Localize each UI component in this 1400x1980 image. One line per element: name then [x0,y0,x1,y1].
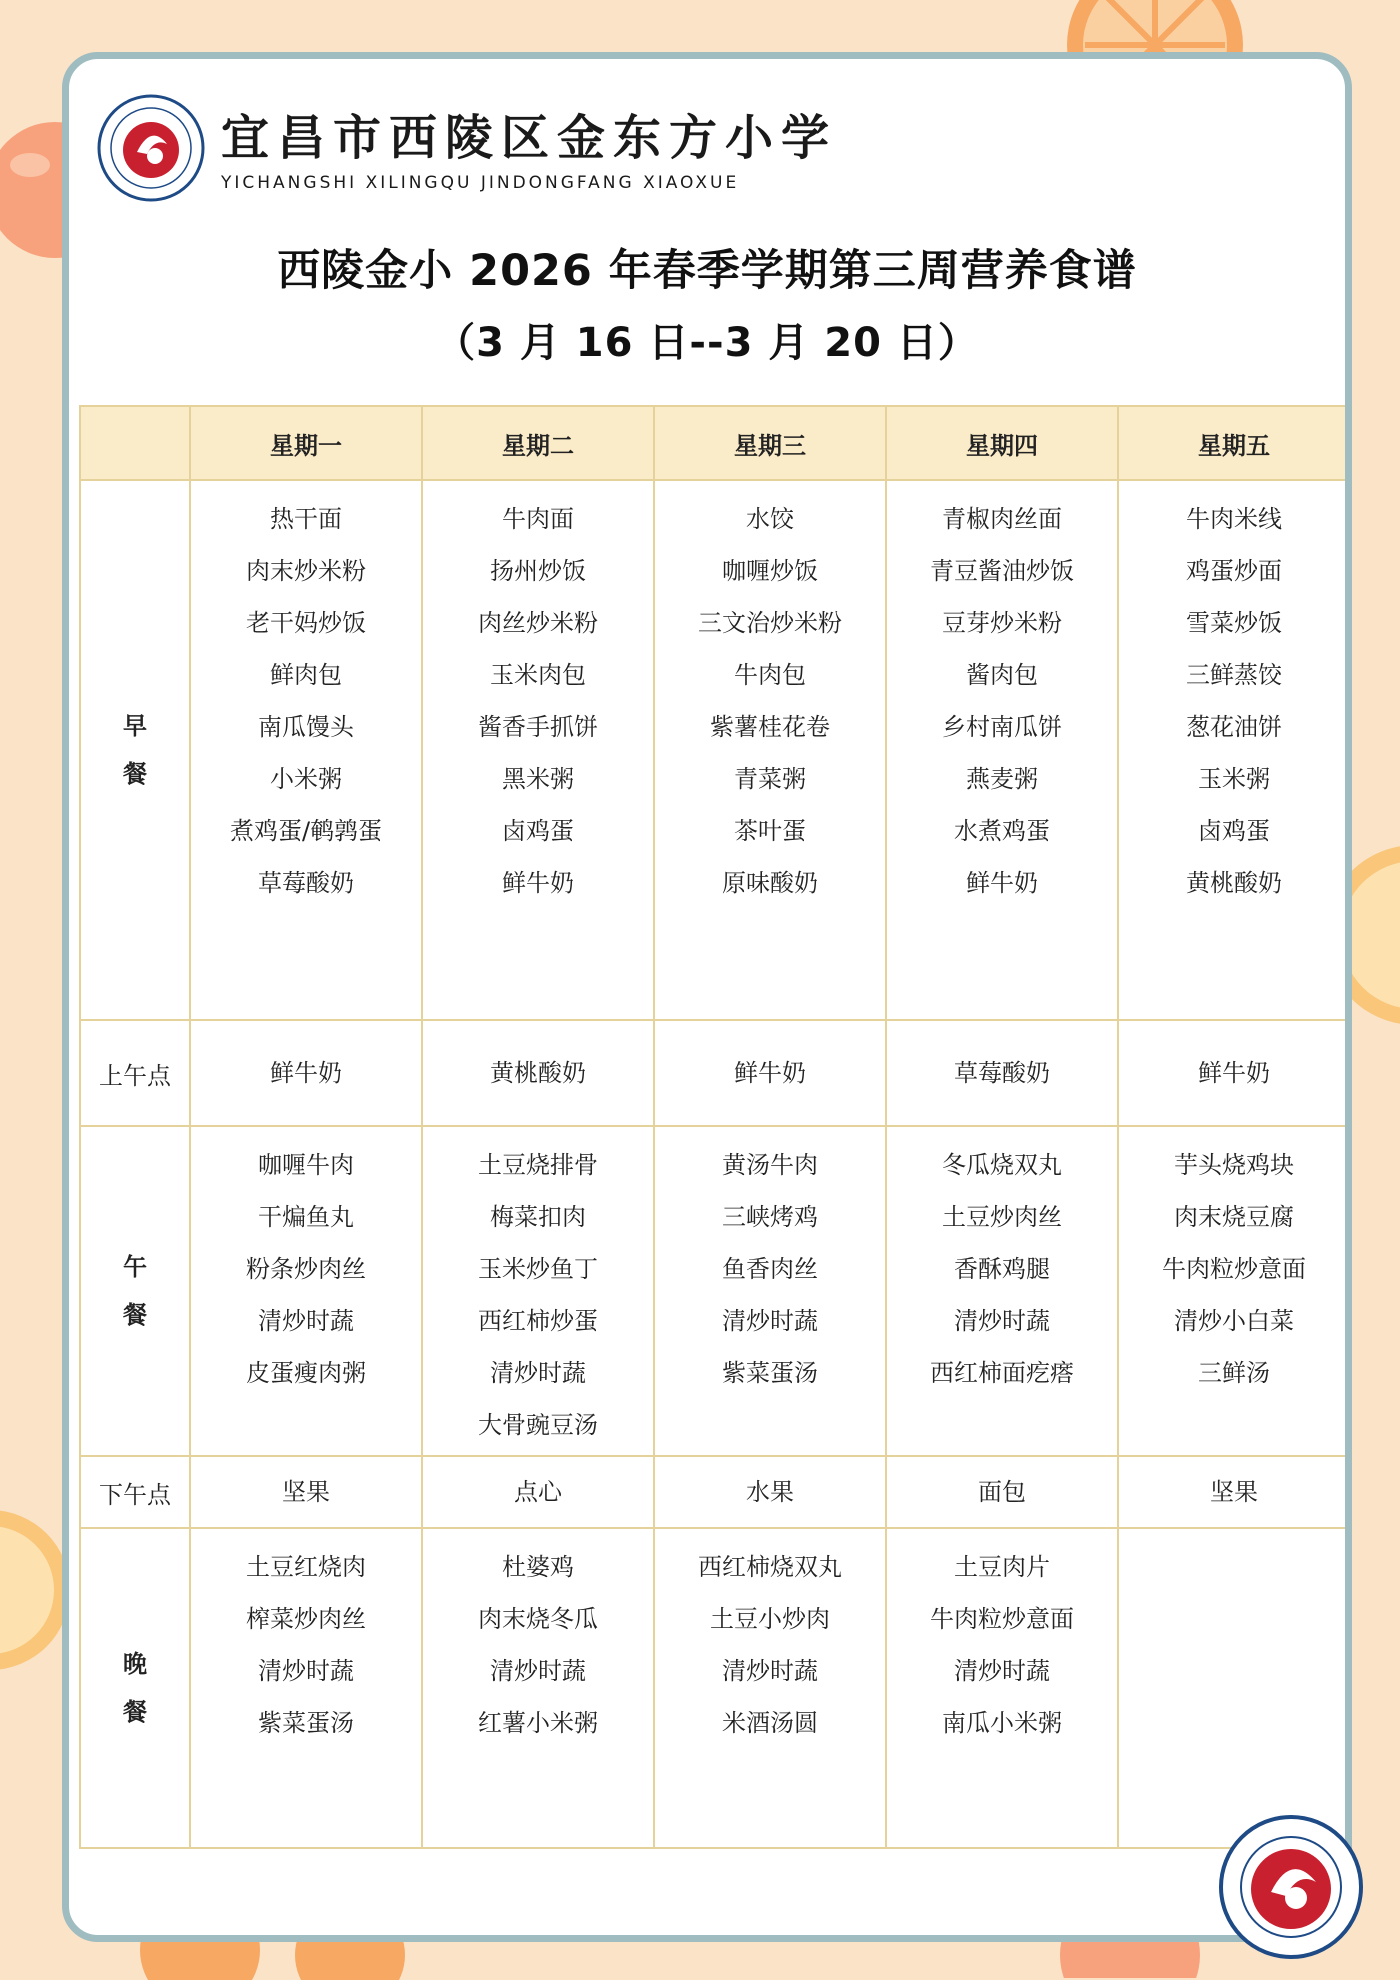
dish-item: 牛肉面 [502,505,574,533]
dish-item: 鲜牛奶 [270,1059,342,1087]
dish-item: 肉丝炒米粉 [478,609,598,637]
school-pinyin: YICHANGSHI XILINGQU JINDONGFANG XIAOXUE [221,173,740,193]
dish-item: 清炒时蔬 [954,1657,1050,1685]
dish-item: 青椒肉丝面 [942,505,1062,533]
dish-item: 黄桃酸奶 [490,1059,586,1087]
dish-item: 咖喱炒饭 [722,557,818,585]
dish-item: 草莓酸奶 [258,869,354,897]
dish-item: 冬瓜烧双丸 [942,1151,1062,1179]
meal-label-char: 餐 [123,1698,147,1726]
dish-item: 三文治炒米粉 [698,609,842,637]
school-logo [97,94,205,202]
dish-item: 茶叶蛋 [734,817,806,845]
education-group-logo [1216,1812,1366,1962]
menu-cell [1118,1126,1350,1456]
dish-item: 紫薯桂花卷 [710,713,830,741]
dish-item: 草莓酸奶 [954,1059,1050,1087]
menu-cell [422,480,654,1020]
dish-item: 葱花油饼 [1186,713,1282,741]
dish-item: 南瓜小米粥 [942,1709,1062,1737]
day-header: 星期五 [1118,406,1350,480]
menu-cell [190,1456,422,1528]
meal-label-char: 早 [123,712,147,740]
menu-cell [886,1528,1118,1848]
dish-item: 水饺 [746,505,794,533]
dish-item: 豆芽炒米粉 [942,609,1062,637]
dish-item: 土豆肉片 [954,1553,1050,1581]
dish-item: 紫菜蛋汤 [722,1359,818,1387]
dish-item: 肉末炒米粉 [246,557,366,585]
orange-slice-left [0,1490,70,1690]
dish-item: 肉末烧豆腐 [1174,1203,1294,1231]
dish-item: 黑米粥 [502,765,574,793]
day-header: 星期四 [886,406,1118,480]
dish-item: 鲜牛奶 [1198,1059,1270,1087]
dish-item: 青菜粥 [734,765,806,793]
meal-label-char: 上午点 [99,1061,171,1090]
dish-item: 卤鸡蛋 [1198,817,1270,845]
dish-item: 梅菜扣肉 [490,1203,586,1231]
dish-item: 黄桃酸奶 [1186,869,1282,897]
dish-item: 清炒时蔬 [490,1657,586,1685]
dish-item: 干煸鱼丸 [258,1203,354,1231]
dish-item: 清炒小白菜 [1174,1307,1294,1335]
menu-cell [422,1126,654,1456]
meal-row [80,1126,1350,1456]
dish-item: 西红柿炒蛋 [478,1307,598,1335]
dish-item: 榨菜炒肉丝 [246,1605,366,1633]
dish-item: 西红柿面疙瘩 [930,1359,1074,1387]
menu-cell [190,1126,422,1456]
meal-row [80,1456,1350,1528]
dish-item: 土豆红烧肉 [246,1553,366,1581]
meal-label-char: 晚 [123,1650,147,1678]
menu-cell [1118,480,1350,1020]
dish-item: 乡村南瓜饼 [942,713,1062,741]
menu-cell [190,480,422,1020]
dish-item: 芋头烧鸡块 [1174,1151,1294,1179]
dish-item: 坚果 [1210,1478,1258,1506]
dish-item: 卤鸡蛋 [502,817,574,845]
meal-label [80,1456,190,1528]
dish-item: 煮鸡蛋/鹌鹑蛋 [229,817,383,845]
meal-label [80,1528,190,1848]
dish-item: 咖喱牛肉 [258,1151,354,1179]
menu-cell [886,1020,1118,1126]
menu-cell [654,1528,886,1848]
dish-item: 大骨豌豆汤 [478,1411,598,1439]
dish-item: 南瓜馒头 [258,713,354,741]
dish-item: 鲜肉包 [270,661,342,689]
dish-item: 雪菜炒饭 [1186,609,1282,637]
day-header: 星期二 [422,406,654,480]
menu-cell [886,480,1118,1020]
menu-cell [654,1456,886,1528]
dish-item: 土豆小炒肉 [710,1605,830,1633]
dish-item: 清炒时蔬 [490,1359,586,1387]
dish-item: 香酥鸡腿 [954,1255,1050,1283]
menu-cell [422,1020,654,1126]
dish-item: 扬州炒饭 [490,557,586,585]
meal-label-char: 午 [123,1253,147,1281]
dish-item: 小米粥 [270,765,342,793]
menu-cell [422,1456,654,1528]
dish-item: 土豆烧排骨 [478,1151,598,1179]
dish-item: 紫菜蛋汤 [258,1709,354,1737]
dish-item: 三鲜蒸饺 [1186,661,1282,689]
dish-item: 皮蛋瘦肉粥 [246,1359,366,1387]
dish-item: 西红柿烧双丸 [698,1553,842,1581]
dish-item: 鸡蛋炒面 [1186,557,1282,585]
dish-item: 牛肉米线 [1186,505,1282,533]
dish-item: 黄汤牛肉 [722,1151,818,1179]
dish-item: 面包 [978,1478,1026,1506]
dish-item: 青豆酱油炒饭 [930,557,1074,585]
dish-item: 点心 [514,1478,562,1506]
dish-item: 牛肉粒炒意面 [1162,1255,1306,1283]
dish-item: 老干妈炒饭 [246,609,366,637]
meal-label [80,480,190,1020]
corner-cell [80,406,190,480]
day-header: 星期一 [190,406,422,480]
dish-item: 鲜牛奶 [502,869,574,897]
dish-item: 燕麦粥 [966,765,1038,793]
header-row [80,406,1350,480]
dish-item: 鱼香肉丝 [722,1255,818,1283]
meal-row [80,1020,1350,1126]
menu-cell [654,1126,886,1456]
meal-row [80,1528,1350,1848]
school-header [97,89,838,209]
dish-item: 土豆炒肉丝 [942,1203,1062,1231]
dish-item: 玉米粥 [1198,765,1270,793]
menu-cell [1118,1456,1350,1528]
dish-item: 三峡烤鸡 [722,1203,818,1231]
dish-item: 坚果 [282,1478,330,1506]
menu-cell [886,1126,1118,1456]
dish-item: 清炒时蔬 [722,1307,818,1335]
dish-item: 鲜牛奶 [966,869,1038,897]
dish-item: 三鲜汤 [1198,1359,1270,1387]
menu-cell [654,1020,886,1126]
dish-item: 原味酸奶 [722,869,818,897]
meal-label-char: 餐 [123,760,147,788]
menu-card [62,52,1352,1942]
meal-label [80,1126,190,1456]
dish-item: 杜婆鸡 [502,1553,574,1581]
menu-cell [886,1456,1118,1528]
menu-cell [190,1528,422,1848]
dish-item: 酱香手抓饼 [478,713,598,741]
dish-item: 清炒时蔬 [722,1657,818,1685]
dish-item: 清炒时蔬 [954,1307,1050,1335]
dish-item: 酱肉包 [966,661,1038,689]
dish-item: 牛肉包 [734,661,806,689]
menu-cell [190,1020,422,1126]
dish-item: 玉米炒鱼丁 [478,1255,598,1283]
dish-item: 水煮鸡蛋 [954,817,1050,845]
dish-item: 清炒时蔬 [258,1657,354,1685]
dish-item: 肉末烧冬瓜 [478,1605,598,1633]
menu-table [79,405,1351,1849]
dish-item: 牛肉粒炒意面 [930,1605,1074,1633]
school-name: 宜昌市西陵区金东方小学 [221,110,838,166]
date-range: （3 月 16 日--3 月 20 日） [435,320,979,366]
menu-cell [1118,1020,1350,1126]
dish-item: 清炒时蔬 [258,1307,354,1335]
dish-item: 热干面 [270,505,342,533]
meal-row [80,480,1350,1020]
menu-cell [654,480,886,1020]
menu-cell [1118,1528,1350,1848]
dish-item: 鲜牛奶 [734,1059,806,1087]
dish-item: 水果 [746,1478,794,1506]
menu-cell [422,1528,654,1848]
dish-item: 粉条炒肉丝 [246,1255,366,1283]
meal-label [80,1020,190,1126]
meal-label-char: 餐 [123,1301,147,1329]
page-title: 西陵金小 2026 年春季学期第三周营养食谱 [277,246,1137,296]
day-header: 星期三 [654,406,886,480]
dish-item: 红薯小米粥 [478,1709,598,1737]
meal-label-char: 下午点 [99,1480,171,1509]
dish-item: 米酒汤圆 [722,1709,818,1737]
dish-item: 玉米肉包 [490,661,586,689]
